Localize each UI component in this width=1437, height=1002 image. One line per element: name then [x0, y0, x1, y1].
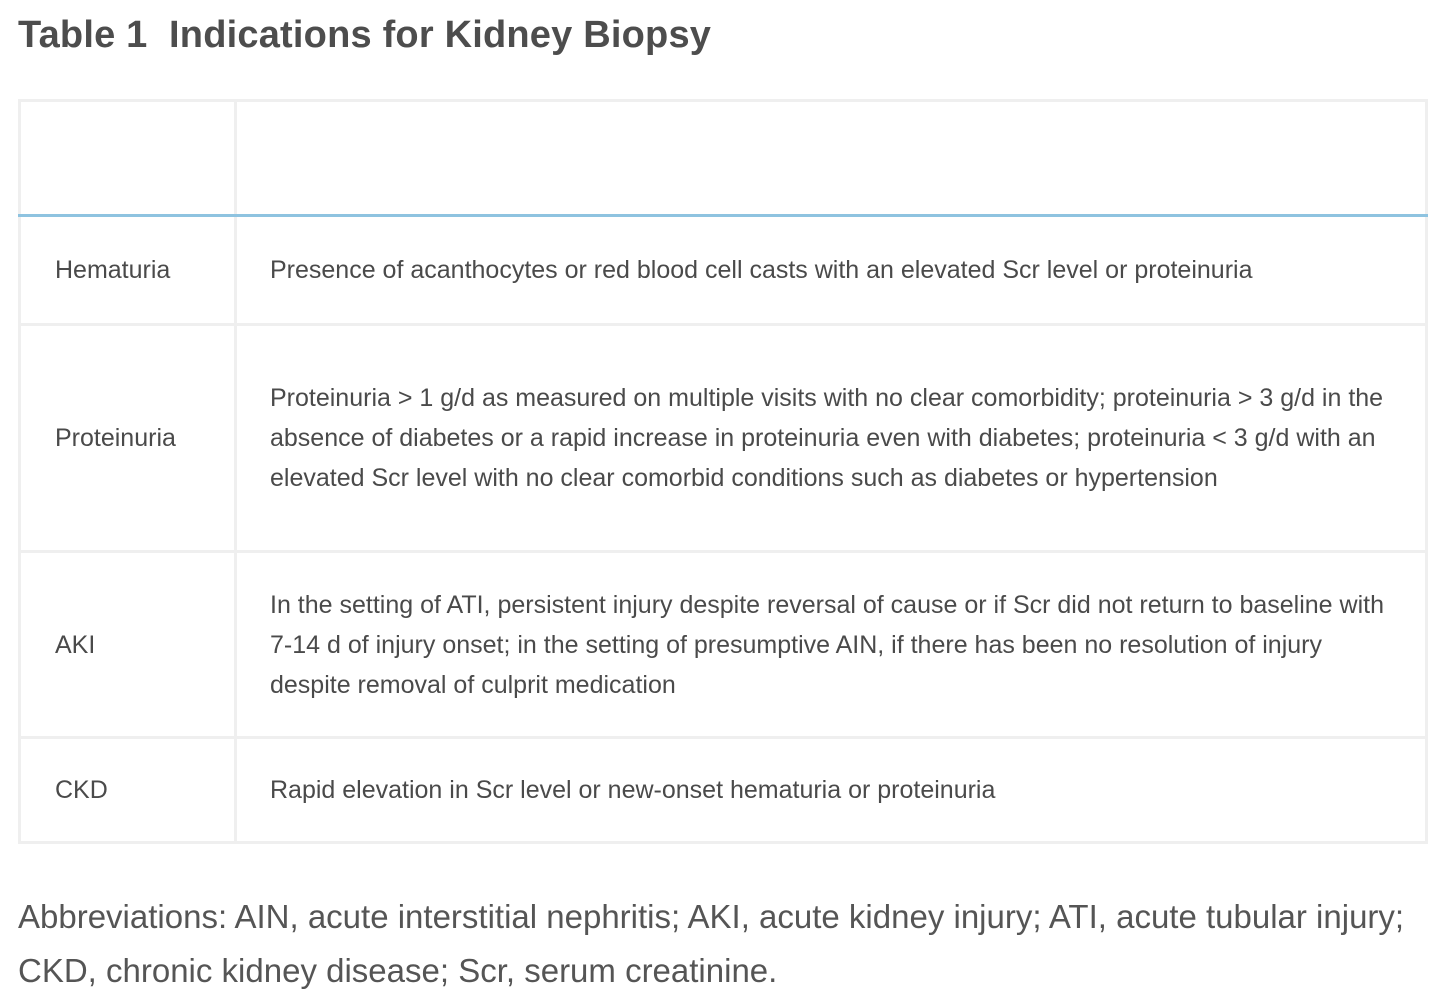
row-category: CKD	[20, 738, 236, 843]
table-header-row	[20, 101, 1427, 216]
row-description: Presence of acanthocytes or red blood cell casts with an elevated Scr level or proteinuria	[236, 216, 1427, 325]
abbreviations-footnote: Abbreviations: AIN, acute interstitial nephritis; AKI, acute kidney injury; ATI, acute tubular injury; CKD, chronic kidney disease; Scr, serum creatinine.	[18, 898, 1405, 989]
table-row	[20, 552, 1427, 738]
table-row	[20, 216, 1427, 325]
row-category: Hematuria	[20, 216, 236, 325]
row-category: Proteinuria	[20, 325, 236, 552]
row-category: AKI	[20, 552, 236, 738]
header-cell-description	[236, 101, 1427, 216]
table-row	[20, 325, 1427, 552]
table-title: Table 1 Indications for Kidney Biopsy	[18, 14, 712, 56]
table-row	[20, 738, 1427, 843]
row-description: In the setting of ATI, persistent injury despite reversal of cause or if Scr did not return to baseline with 7-14 d of injury onset; in the setting of presumptive AIN, if there has been no resolution of injury despite removal of culprit medication	[236, 552, 1427, 738]
row-description: Rapid elevation in Scr level or new-onset hematuria or proteinuria	[236, 738, 1427, 843]
indications-table	[18, 99, 1428, 844]
row-description: Proteinuria > 1 g/d as measured on multiple visits with no clear comorbidity; proteinuria > 3 g/d in the absence of diabetes or a rapid increase in proteinuria even with diabetes; proteinuria < 3 g/d with an elevated Scr level with no clear comorbid conditions such as diabetes or hypertension	[236, 325, 1427, 552]
header-cell-category	[20, 101, 236, 216]
